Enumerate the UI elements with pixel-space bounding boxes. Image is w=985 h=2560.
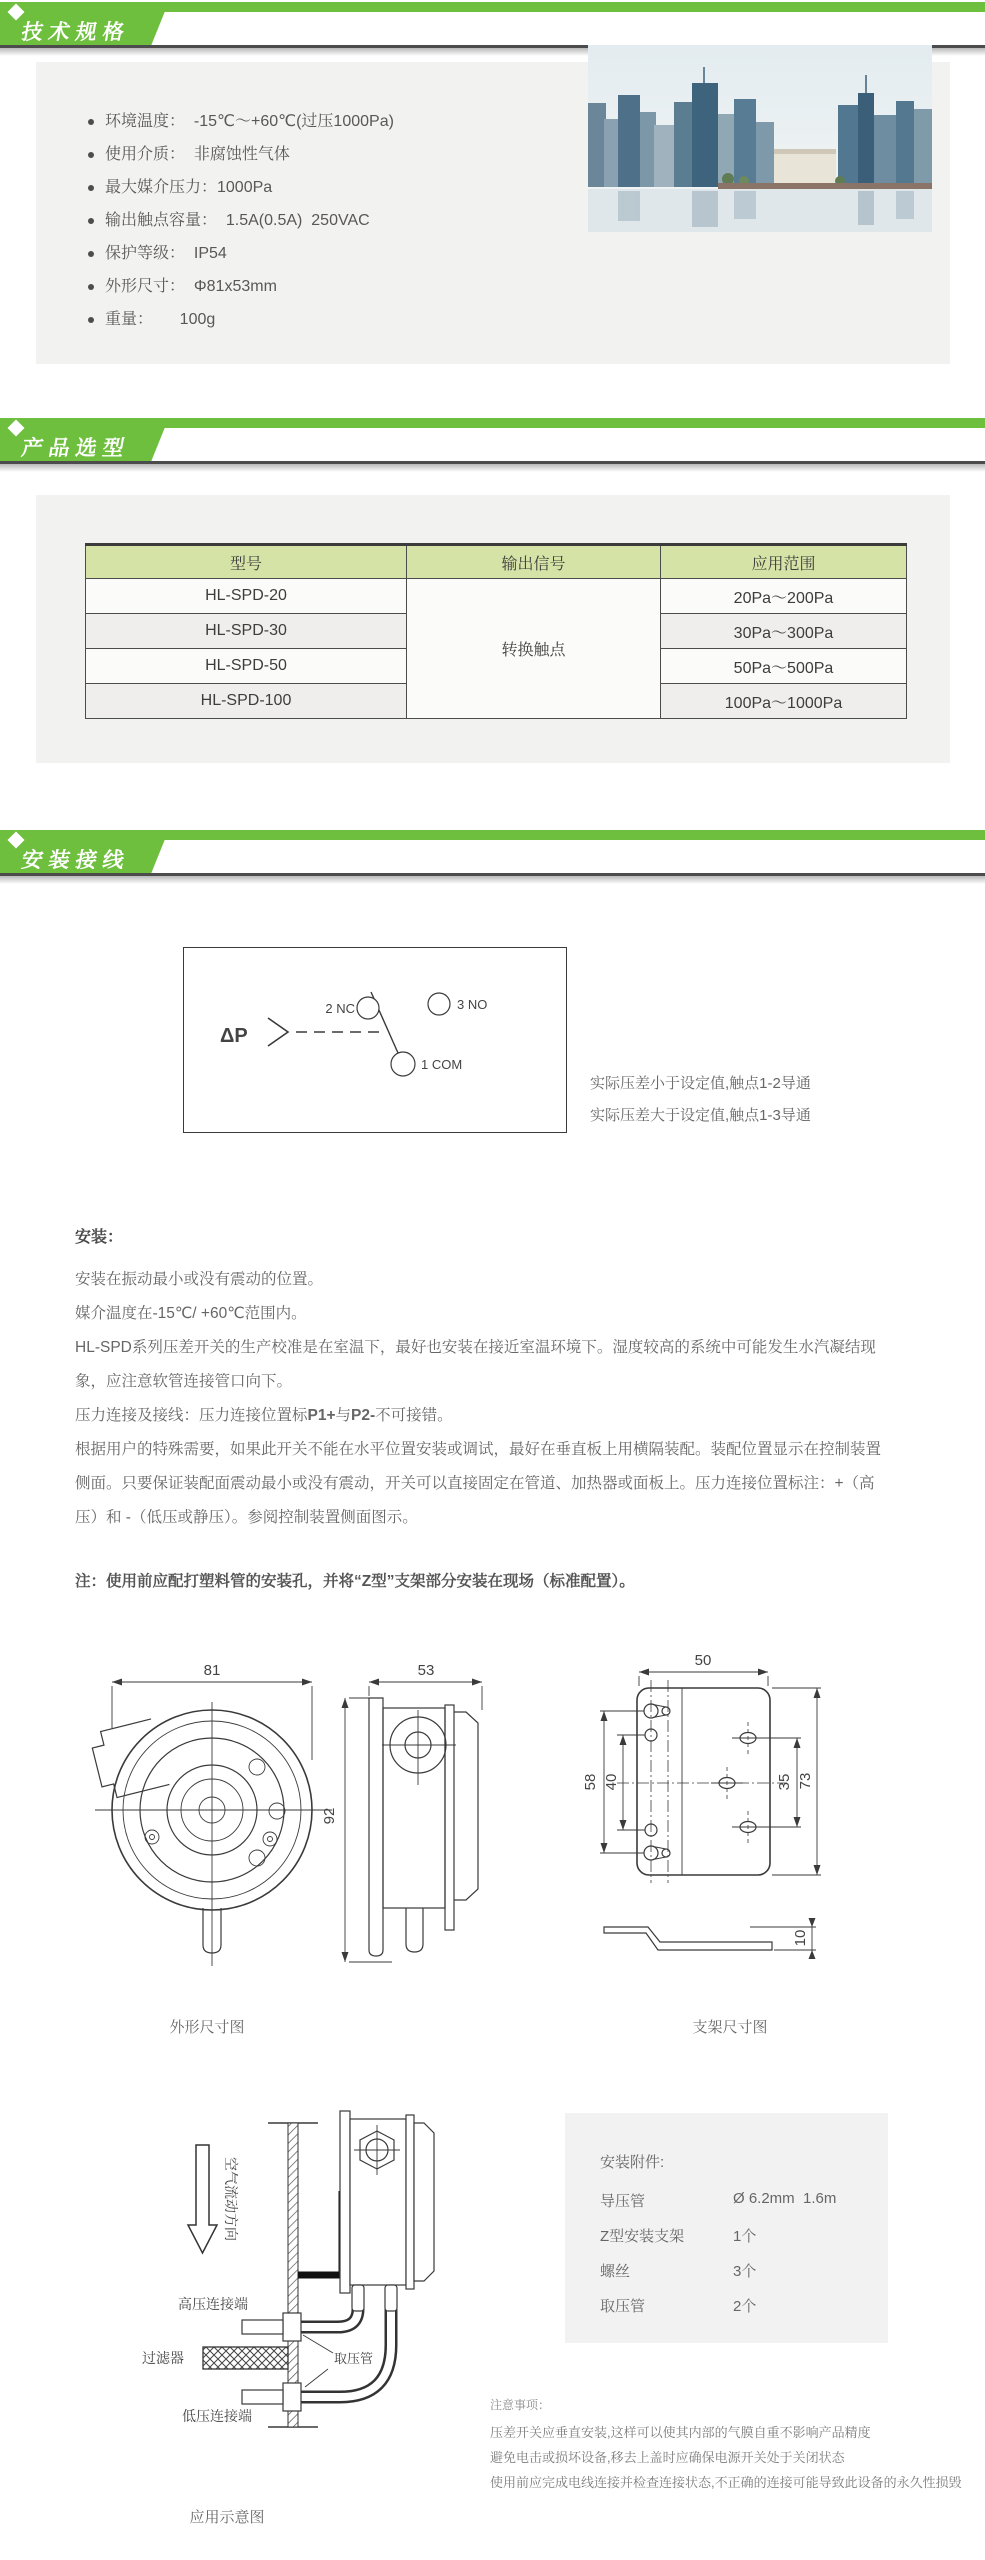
column-header-signal: 输出信号 xyxy=(407,545,661,579)
accessory-row: 螺丝 3个 xyxy=(600,2263,757,2280)
application-caption: 应用示意图 xyxy=(189,2509,265,2526)
section-title-product-selection: 产品选型 xyxy=(19,437,132,460)
front-view-drawing xyxy=(89,1662,332,1966)
low-pressure-label: 低压连接端 xyxy=(182,2408,252,2424)
dim-depth-53: 53 xyxy=(417,1662,435,1679)
spec-item: 保护等级： IP54 xyxy=(88,244,394,263)
dim-diameter-81: 81 xyxy=(203,1662,221,1679)
bullet-icon xyxy=(88,251,94,257)
bracket-caption: 支架尺寸图 xyxy=(692,2019,768,2036)
bullet-icon xyxy=(88,317,94,323)
section-banner-tech-specs xyxy=(0,2,985,48)
banner-shadow xyxy=(0,464,985,472)
contact-note-2: 实际压差大于设定值,触点1-3导通 xyxy=(590,1107,811,1124)
bullet-icon xyxy=(88,284,94,290)
section-banner-install-wiring xyxy=(0,830,985,876)
dim-height-92: 92 xyxy=(321,1807,338,1825)
install-line: 象，应注意软管连接管口向下。 xyxy=(75,1373,293,1390)
install-accessories-box xyxy=(565,2113,888,2343)
column-header-range: 应用范围 xyxy=(661,545,907,579)
high-pressure-fitting xyxy=(283,2313,301,2341)
notice-line: 避免电击或损坏设备,移去上盖时应确保电源开关处于关闭状态 xyxy=(490,2450,845,2465)
dim-bracket-73: 73 xyxy=(797,1772,814,1790)
spec-item: 外形尺寸： Φ81x53mm xyxy=(88,277,394,296)
duct-wall xyxy=(288,2123,298,2427)
dimension-drawings xyxy=(60,1650,950,2050)
nc-label: 2 NC xyxy=(325,1001,355,1016)
no-label: 3 NO xyxy=(457,997,488,1012)
switch-contact-diagram xyxy=(183,947,567,1133)
section-banner-product-selection xyxy=(0,418,985,464)
filter-element xyxy=(203,2347,288,2369)
sensing-pipe xyxy=(298,2191,342,2275)
pressure-switch-device xyxy=(340,2111,434,2311)
mounting-tab xyxy=(89,1718,169,1800)
side-view-drawing xyxy=(321,1662,482,1962)
banner-strip xyxy=(0,418,985,428)
notices-title: 注意事项： xyxy=(490,2398,551,2412)
install-line: HL-SPD系列压差开关的生产校准是在室温下，最好也安装在接近室温环境下。湿度较高的系统中可能发生水汽凝结现 xyxy=(75,1339,876,1356)
install-line: 媒介温度在-15℃/ +60℃范围内。 xyxy=(75,1305,307,1322)
model-cell: HL-SPD-100 xyxy=(86,684,407,719)
dim-bracket-35: 35 xyxy=(776,1773,793,1791)
city-skyline-photo xyxy=(588,45,932,232)
spec-item: 输出触点容量： 1.5A(0.5A) 250VAC xyxy=(88,211,394,230)
accessory-row: Z型安装支架 1个 xyxy=(600,2228,757,2245)
pressure-arrow-icon xyxy=(268,1018,288,1046)
banner-strip xyxy=(0,2,985,12)
notice-line: 压差开关应垂直安装,这样可以使其内部的气膜自重不影响产品精度 xyxy=(490,2425,871,2440)
dim-z-height-10: 10 xyxy=(792,1929,809,1947)
install-line: 安装在振动最小或没有震动的位置。 xyxy=(75,1271,324,1288)
bullet-icon xyxy=(88,185,94,191)
range-cell: 50Pa～500Pa xyxy=(661,649,907,684)
low-pressure-fitting xyxy=(283,2383,301,2411)
tap-tube-label: 取压管 xyxy=(334,2351,374,2366)
notice-line: 使用前应完成电线连接并检查连接状态,不正确的连接可能导致此设备的永久性损毁 xyxy=(490,2475,962,2490)
delta-p-label: ΔP xyxy=(220,1025,248,1047)
table-row xyxy=(86,579,907,614)
bullet-icon xyxy=(88,119,94,125)
airflow-label: 空气流动方向 xyxy=(223,2157,239,2241)
spec-item: 使用介质： 非腐蚀性气体 xyxy=(88,145,394,164)
install-line: 压）和 -（低压或静压）。参阅控制装置侧面图示。 xyxy=(75,1509,418,1526)
spec-list xyxy=(88,112,394,329)
dim-bracket-width-50: 50 xyxy=(694,1652,712,1669)
accessories-title: 安装附件: xyxy=(600,2154,665,2171)
spec-item: 重量： 100g xyxy=(88,310,394,329)
section-title-install-wiring: 安装接线 xyxy=(19,849,132,872)
dim-bracket-40: 40 xyxy=(603,1773,620,1791)
dim-bracket-58: 58 xyxy=(582,1773,599,1791)
section-title-tech-specs: 技术规格 xyxy=(19,21,132,44)
spec-item: 环境温度： -15℃～+60℃(过压1000Pa) xyxy=(88,112,394,131)
low-pressure-tube xyxy=(242,2390,283,2404)
bracket-drawing xyxy=(582,1652,821,1959)
high-pressure-label: 高压连接端 xyxy=(178,2296,248,2312)
contact-nc-terminal xyxy=(357,997,379,1019)
com-label: 1 COM xyxy=(421,1057,463,1072)
install-note: 注：使用前应配打塑料管的安装孔，并将“Z型”支架部分安装在现场（标准配置）。 xyxy=(75,1573,635,1590)
notices-block xyxy=(490,2396,970,2495)
banner-strip xyxy=(0,830,985,840)
banner-shadow xyxy=(0,876,985,884)
application-diagram xyxy=(90,2095,480,2505)
z-profile xyxy=(604,1927,772,1950)
range-cell: 20Pa～200Pa xyxy=(661,579,907,614)
signal-cell: 转换触点 xyxy=(407,579,661,719)
filter-label: 过滤器 xyxy=(142,2350,184,2366)
product-selection-table xyxy=(85,543,907,719)
front-view-caption: 外形尺寸图 xyxy=(169,2019,245,2036)
high-pressure-tube xyxy=(242,2320,283,2334)
table-header-row xyxy=(86,545,907,579)
install-line: 侧面。只要保证装配面震动最小或没有震动，开关可以直接固定在管道、加热器或面板上。压力连接位置标注：+（高 xyxy=(75,1475,875,1492)
column-header-model: 型号 xyxy=(86,545,407,579)
bullet-icon xyxy=(88,218,94,224)
bullet-icon xyxy=(88,152,94,158)
model-cell: HL-SPD-20 xyxy=(86,579,407,614)
model-cell: HL-SPD-50 xyxy=(86,649,407,684)
accessory-row: 取压管 2个 xyxy=(600,2298,757,2315)
range-cell: 30Pa～300Pa xyxy=(661,614,907,649)
install-heading: 安装： xyxy=(75,1229,124,1246)
install-line-ports: 压力连接及接线：压力连接位置标P1+与P2-不可接错。 xyxy=(75,1407,453,1424)
accessory-row: 导压管 Ø 6.2mm 1.6m xyxy=(600,2190,837,2210)
install-line: 根据用户的特殊需要，如果此开关不能在水平位置安装或调试，最好在垂直板上用横隔装配。装配位置显示在控制装置 xyxy=(75,1441,882,1458)
contact-com-terminal xyxy=(391,1052,415,1076)
installation-instructions xyxy=(75,1224,961,1599)
airflow-arrow-icon xyxy=(188,2145,217,2253)
spec-item: 最大媒介压力：1000Pa xyxy=(88,178,394,197)
model-cell: HL-SPD-30 xyxy=(86,614,407,649)
range-cell: 100Pa～1000Pa xyxy=(661,684,907,719)
contact-no-terminal xyxy=(428,993,450,1015)
contact-note-1: 实际压差小于设定值,触点1-2导通 xyxy=(590,1075,811,1092)
